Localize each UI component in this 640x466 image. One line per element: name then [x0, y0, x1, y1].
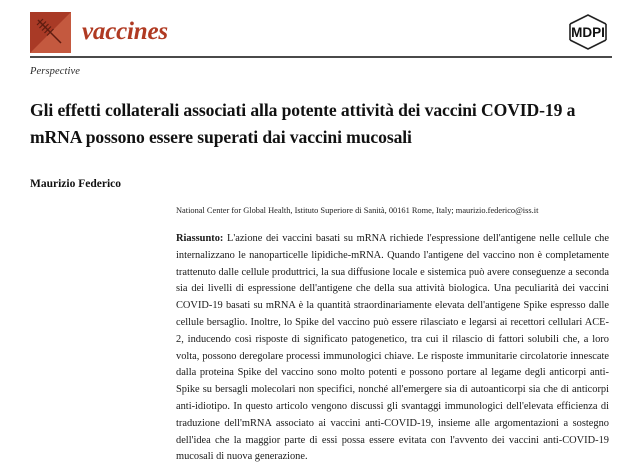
journal-title-wordmark: vaccines	[82, 18, 168, 45]
abstract-label: Riassunto:	[176, 233, 224, 244]
journal-brand[interactable]	[30, 12, 168, 53]
abstract-paragraph	[176, 231, 609, 466]
author-name: Maurizio Federico	[30, 178, 122, 190]
article-type-label: Perspective	[30, 66, 81, 77]
abstract-body: L'azione dei vaccini basati su mRNA richiede l'espressione dell'antigene nelle cellule che internalizzano le nanoparticelle lipidiche-mRNA. Quando l'antigene del vaccino non è completamente trattenuto dalle cellule produttrici, la sua diffusione locale e sistemica può avere conseguenze a seconda sia dei livelli di espressione dell'antigene che della sua attività biologica. Una peculiarità dei vaccini COVID-19 basati su mRNA è la quantità straordinariamente elevata dell'antigene Spike espresso dalle cellule bersaglio. Inoltre, lo Spike del vaccino può essere rilasciato e legarsi ai recettori cellulari ACE-2, inducendo così risposte di significato patogenetico, tra cui il rilascio di fattori solubili che, a loro volta, possono deregolare processi immunologici chiave. Le risposte immunitarie circolatorie innescate dalla proteina Spike del vaccino sono molto potenti e possono portare al legame degli anticorpi anti-Spike su bersagli molecolari non specifici, nonché all'emergere sia di autoanticorpi sia che di anticorpi anti-idiotipo. In questo articolo vengono discussi gli svantaggi immunologici dell'elevata efficienza di traduzione dell'mRNA associato ai vaccini anti-COVID-19, insieme alle argomentazioni a sostegno dell'idea che la maggior parte di essi possa essere evitata con l'avvento dei vaccini anti-COVID-19 mucosali di nuova generazione.	[176, 233, 609, 463]
journal-masthead	[0, 0, 640, 58]
author-affiliation: National Center for Global Health, Istituto Superiore di Sanità, 00161 Rome, Italy; maurizio.federico@iss.it	[176, 206, 539, 215]
syringe-glyph	[30, 12, 71, 53]
mdpi-logo-text: MDPI	[571, 25, 605, 40]
mdpi-hexagon-logo-icon[interactable]	[563, 13, 613, 51]
syringe-logo-icon	[30, 12, 71, 53]
masthead-divider	[30, 56, 612, 58]
page-title: Gli effetti collaterali associati alla potente attività dei vaccini COVID-19 a mRNA possono essere superati dai vaccini mucosali	[30, 99, 576, 147]
